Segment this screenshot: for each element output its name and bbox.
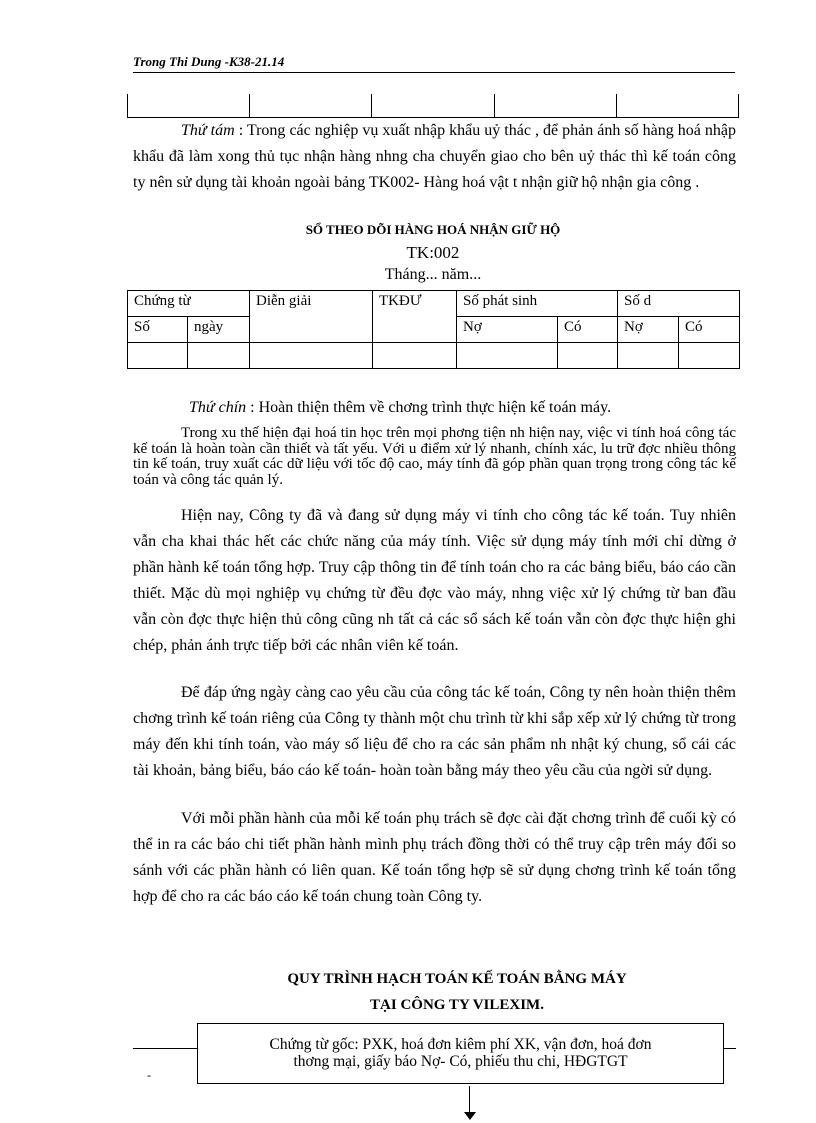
header-so-phat-sinh: Số phát sinh bbox=[457, 291, 618, 317]
process-title: QUY TRÌNH HẠCH TOÁN KẾ TOÁN BẰNG MÁY bbox=[287, 971, 627, 987]
arrow-down-icon bbox=[464, 1112, 476, 1120]
header-chung-tu: Chứng từ bbox=[128, 291, 250, 317]
paragraph-requirements: Để đáp ứng ngày càng cao yêu cầu của công tác kế toán, Công ty nên hoàn thiện thêm chơng trình kế toán riêng của Công ty thành một chu trình từ khi sắp xếp xử lý chứng từ trong máy đến khi tính toán, vào máy số liệu để cho ra các sản phẩm nh nhật ký chung, sổ cái các tài khoản, bảng biểu, báo cáo kế toán- hoàn toàn bằng máy theo yêu cầu của ngời sử dụng. bbox=[133, 684, 736, 779]
page-header: Trong Thi Dung -K38-21.14 bbox=[133, 54, 735, 73]
paragraph-lead: Thứ chín bbox=[189, 399, 247, 416]
table-cell bbox=[558, 343, 618, 369]
table-cell bbox=[250, 94, 372, 118]
paragraph-lead: Thứ tám bbox=[181, 122, 235, 139]
box-line: thơng mại, giấy báo Nợ- Có, phiếu thu chi, HĐGTGT bbox=[293, 1053, 628, 1070]
connector-line-right bbox=[724, 1048, 736, 1049]
table-cell bbox=[618, 343, 679, 369]
table-cell bbox=[128, 94, 250, 118]
table-cell bbox=[250, 343, 373, 369]
header-so: Số bbox=[128, 317, 188, 343]
paragraph-modules: Với mỗi phần hành của mỗi kế toán phụ trách sẽ đợc cài đặt chơng trình để cuối kỳ có thể in ra các báo chi tiết phần hành mình phụ trách đồng thời có thể truy cập trên máy đối so sánh với các phần hành có liên quan. Kế toán tổng hợp sẽ sử dụng chơng trình kế toán tổng hợp để cho ra các báo cáo kế toán chung toàn Công ty. bbox=[133, 810, 736, 905]
header-so-du: Số d bbox=[618, 291, 740, 317]
table-cell bbox=[679, 343, 740, 369]
table-cell bbox=[616, 94, 738, 118]
header-no-du: Nợ bbox=[618, 317, 679, 343]
paragraph-eighth bbox=[133, 118, 736, 196]
header-tkdu: TKĐƯ bbox=[373, 291, 457, 343]
continued-table bbox=[127, 94, 739, 118]
header-no: Nợ bbox=[457, 317, 558, 343]
table-cell bbox=[372, 94, 494, 118]
table-cell bbox=[188, 343, 250, 369]
ledger-table bbox=[127, 290, 740, 369]
paragraph-ninth bbox=[133, 395, 736, 421]
header-co: Có bbox=[558, 317, 618, 343]
paragraph-text: : Hoàn thiện thêm về chơng trình thực hiện kế toán máy. bbox=[246, 399, 612, 416]
header-co-du: Có bbox=[679, 317, 740, 343]
table-cell bbox=[457, 343, 558, 369]
paragraph-trend: Trong xu thế hiện đại hoá tin học trên mọi phơng tiện nh hiện nay, việc vi tính hoá công tác kế toán là hoàn toàn cần thiết và tất yếu. Với u điểm xử lý nhanh, chính xác, lu trữ đợc nhiều thông tin kế toán, truy xuất các dữ liệu với tốc độ cao, máy tính đã góp phần quan trọng trong công tác kế toán và công tác quản lý. bbox=[133, 425, 736, 488]
table-cell bbox=[128, 343, 188, 369]
ledger-account: TK:002 bbox=[406, 243, 460, 262]
table-cell bbox=[494, 94, 616, 118]
paragraph-text: : Trong các nghiệp vụ xuất nhập khẩu uỷ thác , để phản ánh số hàng hoá nhập khẩu đã làm xong thủ tục nhận hàng nhng cha chuyển giao cho bên uỷ thác thì kế toán công ty nên sử dụng tài khoản ngoài bảng TK002- Hàng hoá vật t nhận giữ hộ nhận gia công . bbox=[133, 122, 736, 191]
stray-mark: - bbox=[147, 1068, 151, 1082]
box-line: Chứng từ gốc: PXK, hoá đơn kiêm phí XK, vận đơn, hoá đơn bbox=[269, 1036, 652, 1053]
ledger-period: Tháng... năm... bbox=[384, 266, 482, 283]
ledger-title: SỔ THEO DÕI HÀNG HOÁ NHẬN GIỮ HỘ bbox=[305, 222, 561, 237]
process-subtitle: TẠI CÔNG TY VILEXIM. bbox=[370, 997, 544, 1013]
table-cell bbox=[373, 343, 457, 369]
header-ngay: ngày bbox=[188, 317, 250, 343]
header-dien-giai: Diễn giải bbox=[250, 291, 373, 343]
paragraph-current: Hiện nay, Công ty đã và đang sử dụng máy vi tính cho công tác kế toán. Tuy nhiên vẫn cha khai thác hết các chức năng của máy tính. Việc sử dụng máy tính mới chỉ dừng ở phần hành kế toán tổng hợp. Truy cập thông tin để tính toán cho ra các bảng biểu, báo cáo cần thiết. Mặc dù mọi nghiệp vụ chứng từ đều đợc vào máy, nhng việc xử lý chứng từ ban đầu vẫn còn đợc thực hiện thủ công cũng nh tất cả các sổ sách kế toán vẫn còn đợc thực hiện ghi chép, phản ánh trực tiếp bởi các nhân viên kế toán. bbox=[133, 507, 736, 654]
connector-line-left bbox=[133, 1048, 197, 1049]
source-documents-box bbox=[197, 1023, 724, 1084]
